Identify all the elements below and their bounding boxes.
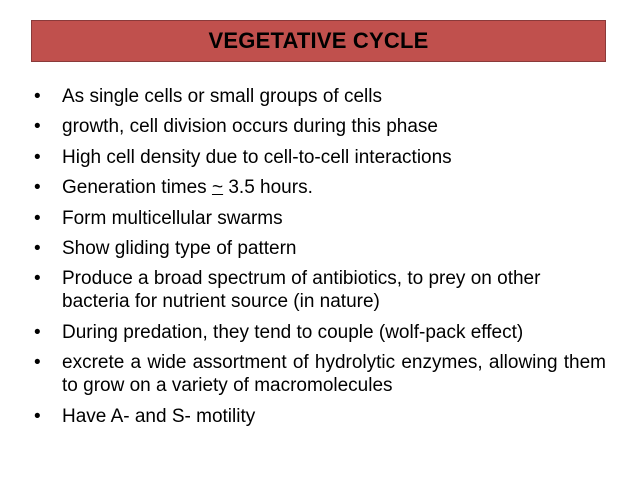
- bullet-dot-icon: •: [34, 352, 41, 374]
- bullet-text-before: Generation times: [62, 177, 212, 199]
- bullet-item-2: [34, 115, 606, 138]
- bullet-text-after: 3.5 hours.: [223, 177, 313, 199]
- bullet-item-1: [34, 85, 606, 108]
- bullet-item-8: [34, 321, 606, 344]
- slide-title: VEGETATIVE CYCLE: [208, 28, 429, 53]
- bullet-item-6: [34, 237, 606, 260]
- bullet-text: Form multicellular swarms: [62, 207, 283, 229]
- bullet-dot-icon: •: [34, 237, 41, 259]
- bullet-item-5: [34, 207, 606, 230]
- approx-symbol: ~: [211, 177, 224, 199]
- bullet-dot-icon: •: [34, 207, 41, 229]
- bullet-item-10: [34, 405, 606, 428]
- bullet-dot-icon: •: [34, 116, 41, 138]
- bullet-dot-icon: •: [34, 268, 41, 290]
- bullet-list: [34, 85, 606, 435]
- bullet-item-9: [34, 351, 606, 397]
- bullet-text: Produce a broad spectrum of antibiotics, to prey on other bacteria for nutrient source (in nature): [62, 268, 541, 313]
- bullet-text: excrete a wide assortment of hydrolytic enzymes, allowing them to grow on a variety of macromolecules: [62, 352, 606, 397]
- bullet-dot-icon: •: [34, 86, 41, 107]
- bullet-text: Show gliding type of pattern: [62, 237, 297, 259]
- bullet-text: High cell density due to cell-to-cell interactions: [62, 146, 452, 168]
- bullet-item-3: [34, 146, 606, 169]
- bullet-text: [62, 177, 313, 198]
- bullet-text: Have A- and S- motility: [62, 405, 256, 427]
- bullet-text: growth, cell division occurs during this phase: [62, 116, 438, 138]
- bullet-item-4: [34, 176, 606, 199]
- bullet-dot-icon: •: [34, 177, 41, 199]
- slide-title-bar: [31, 20, 606, 62]
- bullet-text: During predation, they tend to couple (wolf-pack effect): [62, 321, 524, 343]
- bullet-dot-icon: •: [34, 405, 41, 427]
- bullet-text: As single cells or small groups of cells: [62, 86, 382, 107]
- bullet-item-7: [34, 267, 606, 313]
- bullet-dot-icon: •: [34, 321, 41, 343]
- bullet-dot-icon: •: [34, 146, 41, 168]
